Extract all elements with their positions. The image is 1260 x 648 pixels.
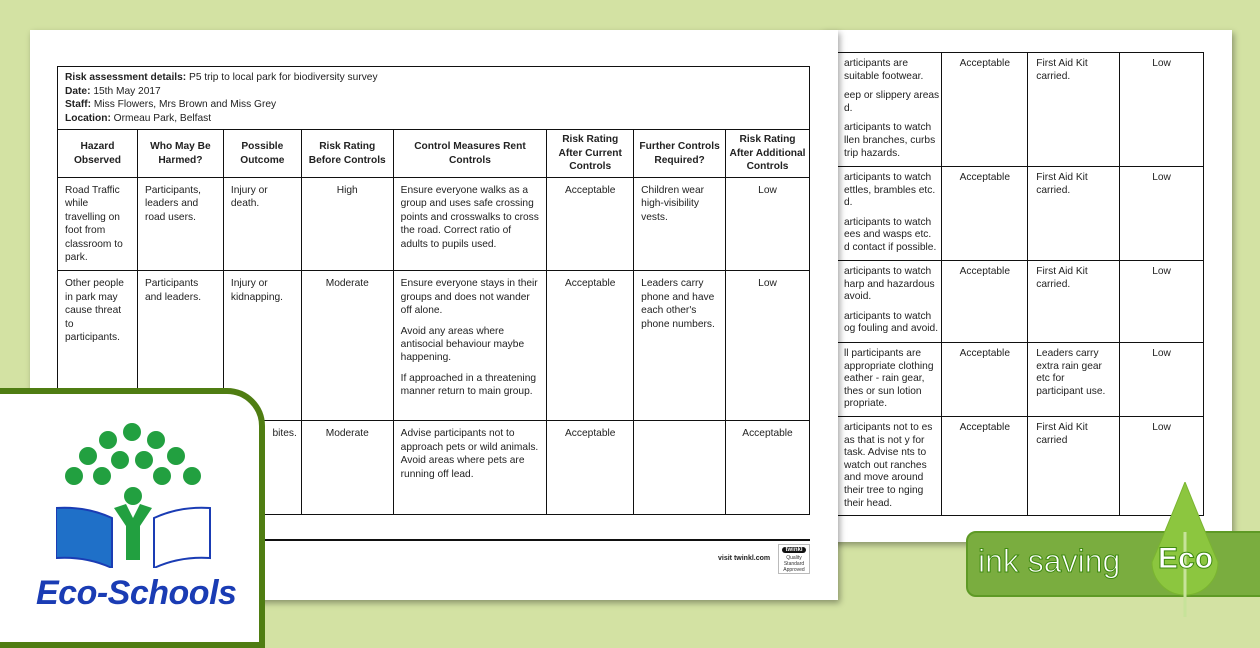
visit-link[interactable]: visit twinkl.com	[718, 555, 771, 562]
table-cell: Participants, leaders and road users.	[137, 178, 223, 271]
table-cell	[393, 271, 547, 421]
table-cell: Leaders carry extra rain gear etc for participant use.	[1028, 343, 1120, 417]
table-cell: Acceptable	[547, 271, 634, 421]
table-cell: Low	[1120, 417, 1204, 516]
back-table-row	[822, 53, 1204, 167]
table-cell: Acceptable	[547, 421, 634, 515]
table-cell: Children wear high-visibility vests.	[634, 178, 726, 271]
back-table-row	[822, 417, 1204, 516]
cell-paragraph: Ensure everyone walks as a group and uses safe crossing points and crosswalks to cross the road. Correct ratio of adults to pupils used.	[400, 185, 539, 250]
cell-paragraph: Advise participants not to approach pets or wild animals. Avoid areas where pets are running off lead.	[400, 428, 539, 480]
table-cell: Acceptable	[942, 343, 1028, 417]
table-cell: bites.	[223, 421, 301, 515]
table-cell	[634, 421, 726, 515]
table-cell	[822, 261, 942, 343]
details-row	[58, 67, 810, 130]
table-cell	[393, 421, 547, 515]
table-cell: Leaders carry phone and have each other's phone numbers.	[634, 271, 726, 421]
eco-leaf-icon	[1150, 482, 1230, 622]
table-cell: Other people in park may cause threat to participants.	[58, 271, 138, 421]
table-cell: Participants and leaders.	[137, 271, 223, 421]
column-header: Possible Outcome	[223, 130, 301, 178]
badge-logo: twinkl	[782, 547, 806, 553]
table-cell: First Aid Kit carried.	[1028, 261, 1120, 343]
table-cell: Low	[1120, 343, 1204, 417]
back-risk-table	[822, 52, 1204, 516]
table-cell: Low	[1120, 167, 1204, 261]
table-cell: Injury or death.	[223, 178, 301, 271]
details-value: P5 trip to local park for biodiversity survey	[186, 72, 378, 83]
twinkl-quality-badge	[778, 544, 810, 574]
column-header: Who May Be Harmed?	[137, 130, 223, 178]
table-cell: First Aid Kit carried.	[1028, 53, 1120, 167]
column-header: Control Measures Rent Controls	[393, 130, 547, 178]
table-cell: Acceptable	[726, 421, 810, 515]
table-cell: Low	[726, 178, 810, 271]
cell-paragraph: articipants to watch ettles, brambles etc. d.	[844, 172, 936, 209]
table-cell: Injury or kidnapping.	[223, 271, 301, 421]
cell-paragraph: eep or slippery areas d.	[844, 90, 940, 114]
table-cell: Acceptable	[942, 417, 1028, 516]
table-cell	[393, 178, 547, 271]
table-cell: Acceptable	[942, 53, 1028, 167]
back-page	[822, 30, 1232, 542]
table-cell: Acceptable	[942, 261, 1028, 343]
table-cell: Road Traffic while travelling on foot from classroom to park.	[58, 178, 138, 271]
column-header: Hazard Observed	[58, 130, 138, 178]
eco-schools-tree-book-icon	[56, 418, 216, 568]
date-value: 15th May 2017	[90, 85, 161, 97]
cell-paragraph: If approached in a threatening manner return to main group.	[400, 372, 537, 398]
table-cell: Acceptable	[942, 167, 1028, 261]
back-table-row	[822, 343, 1204, 417]
back-table-row	[822, 261, 1204, 343]
badge-sub: Quality Standard Approved	[783, 555, 805, 573]
eco-schools-name: Eco-Schools	[36, 574, 237, 612]
staff-value: Miss Flowers, Mrs Brown and Miss Grey	[91, 99, 277, 110]
table-row	[58, 178, 810, 271]
column-header: Risk Rating After Current Controls	[547, 130, 634, 178]
table-cell: High	[301, 178, 393, 271]
cell-paragraph: articipants to watch ees and wasps etc. d contact if possible.	[844, 216, 937, 253]
table-cell: First Aid Kit carried	[1028, 417, 1120, 516]
cell-paragraph: articipants to watch llen branches, curbs trip hazards.	[844, 122, 936, 159]
table-cell: Low	[1120, 261, 1204, 343]
table-cell: Acceptable	[547, 178, 634, 271]
header-row	[58, 130, 810, 178]
location-label: Location:	[65, 112, 111, 124]
cell-paragraph: articipants are suitable footwear.	[844, 58, 924, 82]
eco-leaf-label: Eco	[1158, 542, 1214, 575]
location-value: Ormeau Park, Belfast	[110, 112, 212, 124]
table-cell	[822, 167, 942, 261]
date-label: Date:	[65, 85, 91, 97]
column-header: Risk Rating Before Controls	[301, 130, 393, 178]
table-cell: Low	[726, 271, 810, 421]
column-header: Further Controls Required?	[634, 130, 726, 178]
cell-paragraph: articipants not to es as that is not y for task. Advise nts to watch out ranches and move around their tree to nging their head.	[844, 422, 933, 509]
table-cell	[822, 417, 942, 516]
cell-paragraph: Ensure everyone stays in their groups and does not wander off alone.	[400, 278, 538, 317]
ink-saving-label: ink saving	[978, 543, 1121, 579]
table-cell	[822, 53, 942, 167]
staff-label: Staff:	[65, 99, 92, 110]
cell-paragraph: articipants to watch harp and hazardous avoid.	[844, 266, 935, 303]
table-cell: Moderate	[301, 271, 393, 421]
table-cell: Moderate	[301, 421, 393, 515]
cell-paragraph: articipants to watch og fouling and avoid.	[844, 310, 939, 335]
cell-paragraph: ll participants are appropriate clothing eather - rain gear, thes or sun lotion propriate.	[844, 348, 934, 410]
details-label: Risk assessment details:	[65, 72, 187, 83]
table-cell: First Aid Kit carried.	[1028, 167, 1120, 261]
table-cell: Low	[1120, 53, 1204, 167]
cell-paragraph: Avoid any areas where antisocial behaviour maybe happening.	[400, 325, 525, 364]
table-cell	[822, 343, 942, 417]
column-header: Risk Rating After Additional Controls	[726, 130, 810, 178]
back-table-row	[822, 167, 1204, 261]
eco-schools-logo-panel	[0, 388, 265, 648]
